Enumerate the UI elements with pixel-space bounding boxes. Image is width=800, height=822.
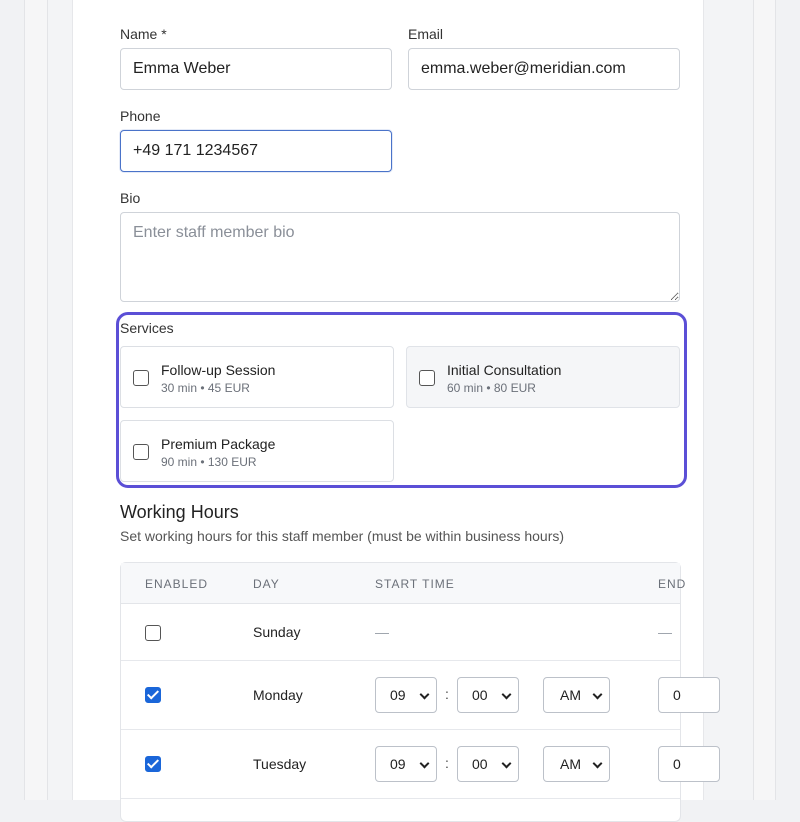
service-option-initial-consultation[interactable]: [406, 346, 680, 408]
name-input[interactable]: [120, 48, 392, 90]
start-hour-value: 09: [390, 687, 406, 703]
end-hour-value: 0: [673, 756, 681, 772]
day-label: Monday: [253, 687, 303, 703]
chevron-down-icon: [593, 690, 603, 700]
end-hour-value: 0: [673, 687, 681, 703]
working-hours-title: Working Hours: [120, 502, 239, 522]
chevron-down-icon: [593, 759, 603, 769]
service-checkbox[interactable]: [133, 444, 149, 460]
phone-label: Phone: [120, 108, 161, 124]
col-enabled: ENABLED: [145, 577, 209, 591]
start-minute-select[interactable]: [457, 677, 519, 713]
service-meta: 90 min • 130 EUR: [161, 455, 257, 469]
service-option-follow-up[interactable]: [120, 346, 394, 408]
start-minute-value: 00: [472, 756, 488, 772]
email-input[interactable]: [408, 48, 680, 90]
chevron-down-icon: [420, 759, 430, 769]
service-meta: 60 min • 80 EUR: [447, 381, 536, 395]
start-ampm-select[interactable]: [543, 677, 610, 713]
service-checkbox[interactable]: [419, 370, 435, 386]
start-ampm-select[interactable]: [543, 746, 610, 782]
chevron-down-icon: [502, 759, 512, 769]
working-hours-subtitle: Set working hours for this staff member (must be within business hours): [120, 528, 565, 544]
end-hour-select[interactable]: [658, 677, 720, 713]
bio-label: Bio: [120, 190, 141, 206]
col-day: DAY: [253, 577, 280, 591]
col-start-time: START TIME: [375, 577, 455, 591]
service-checkbox[interactable]: [133, 370, 149, 386]
day-label: Tuesday: [253, 756, 307, 772]
enabled-checkbox[interactable]: [145, 625, 161, 641]
enabled-checkbox[interactable]: [145, 756, 161, 772]
start-hour-select[interactable]: [375, 746, 437, 782]
day-label: Sunday: [253, 624, 301, 640]
chevron-down-icon: [502, 690, 512, 700]
staff-form-card: [72, 0, 704, 800]
service-name: Initial Consultation: [447, 362, 562, 378]
table-row-tuesday: [121, 730, 680, 799]
service-option-premium-package[interactable]: [120, 420, 394, 482]
phone-input[interactable]: [120, 130, 392, 172]
time-colon: :: [445, 686, 449, 702]
working-hours-table: [120, 562, 687, 822]
name-label: Name *: [120, 26, 167, 42]
end-time-empty: —: [658, 624, 672, 640]
service-name: Follow-up Session: [161, 362, 276, 378]
bio-textarea[interactable]: [120, 212, 680, 302]
services-label: Services: [120, 320, 174, 336]
start-time-empty: —: [375, 624, 389, 640]
time-colon: :: [445, 755, 449, 771]
table-header: [121, 563, 687, 604]
col-end-time: END: [658, 577, 687, 591]
service-name: Premium Package: [161, 436, 276, 452]
table-row-sunday: [121, 604, 680, 661]
start-minute-select[interactable]: [457, 746, 519, 782]
enabled-checkbox[interactable]: [145, 687, 161, 703]
email-label: Email: [408, 26, 444, 42]
chevron-down-icon: [420, 690, 430, 700]
service-meta: 30 min • 45 EUR: [161, 381, 250, 395]
table-row-monday: [121, 661, 680, 730]
start-hour-select[interactable]: [375, 677, 437, 713]
start-hour-value: 09: [390, 756, 406, 772]
start-minute-value: 00: [472, 687, 488, 703]
start-ampm-value: AM: [560, 687, 581, 703]
end-hour-select[interactable]: [658, 746, 720, 782]
start-ampm-value: AM: [560, 756, 581, 772]
